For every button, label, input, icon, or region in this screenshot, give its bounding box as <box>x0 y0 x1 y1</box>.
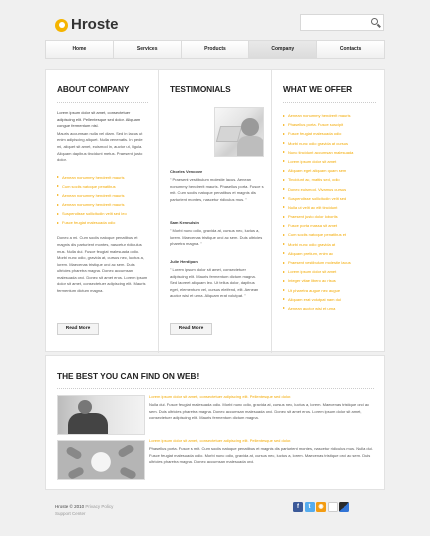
best-item-text: Phasellus porta. Fusce s mit. Cum sociis natoque penatibus et magnis dis parturient montes, nascetur ridiculus mus. Nulla dui. Fusce feugiat malesuada odio. Morbi nunc odio, gravida at, cursus nec, luctus a, lorem. Maecenas tristique orci ac sem. Duis ultricies pharetra magna. Donec accumsan malesuada orci. <box>149 446 373 465</box>
about-link[interactable]: Cum sociis natoque penatibus <box>57 182 149 191</box>
head-shape <box>78 400 92 414</box>
hand-shape <box>67 466 85 480</box>
nav-services[interactable]: Services <box>114 41 182 58</box>
testimonials-column <box>159 70 272 353</box>
hand-shape <box>119 466 137 480</box>
offer-link[interactable]: Aliquam pretium, enim ac <box>283 249 377 258</box>
offer-link[interactable]: Lorem ipsum dolor sit amet <box>283 157 377 166</box>
delicious-icon[interactable] <box>339 502 349 512</box>
best-item-text: Nulla dui. Fusce feugiat malesuada odio. Morbi nunc odio, gravida at, cursus nec, luctus a, lorem. Maecenas tristique orci ac sem. Duis ultricies pharetra magna. Donec accumsan malesuada orci. Donec sit amet eros. Lorem ipsum dolor sit amet, consectetuer adipiscing elit. Mauris fermentum dictum magna. <box>149 402 370 421</box>
search-icon[interactable] <box>371 18 378 25</box>
privacy-link[interactable]: Privacy Policy <box>85 504 114 509</box>
social-links <box>293 502 349 512</box>
about-paragraph: Donec a mi. Cum sociis natoque penatibus et magnis dis parturient montes, nascetur ridiculus mus. Nulla dui. Fusce feugiat malesuada odio. Morbi nunc odio, gravida at, cursus nec, luctus a, lorem. Maecenas tristique orci ac sem. Duis ultricies pharetra magna. Donec accumsan malesuada orci. Donec sit amet eros. Lorem ipsum dolor sit amet, consectetuer adipiscing elit. Mauris fermentum dictum magna. <box>57 235 148 294</box>
facebook-icon[interactable]: f <box>293 502 303 512</box>
offer-link[interactable]: Cum sociis natoque penatibus et <box>283 230 377 239</box>
testimonials-title: TESTIMONIALS <box>170 84 231 94</box>
testimonial-quote: " Lorem ipsum dolor sit amet, consectetuer adipiscing elit. Mauris fermentum dictum magna. Sed laoreet aliquam leo. Ut tellus dolor, dapibus eget, elementum vel, cursus eleifend, elit. Aenean auctor wisi et urna. Aliquam erat volutpat. " <box>170 267 259 299</box>
twitter-icon[interactable]: t <box>305 502 315 512</box>
offer-link[interactable]: Aenean auctor wisi et urna <box>283 304 377 313</box>
content-columns <box>45 69 385 352</box>
suit-shape <box>68 413 108 435</box>
offer-link[interactable]: Aliquam erat volutpat nam dui <box>283 295 377 304</box>
team-hands-photo <box>57 440 145 480</box>
offer-link[interactable]: Nulla ut velit ac elit tincidunt <box>283 203 377 212</box>
copyright: Hroste © 2010 <box>55 504 85 509</box>
nav-contacts[interactable]: Contacts <box>317 41 384 58</box>
businessman-photo <box>57 395 145 435</box>
about-link[interactable]: Fusce feugiat malesuada odio <box>57 218 149 227</box>
offer-column <box>272 70 386 353</box>
offer-link[interactable]: Morbi nunc odio gravida at cursus <box>283 139 377 148</box>
brand-name: Hroste <box>71 16 119 33</box>
best-title: THE BEST YOU CAN FIND ON WEB! <box>57 371 200 381</box>
offer-link[interactable]: Lorem ipsum dolor sit amet <box>283 267 377 276</box>
main-nav <box>45 40 385 59</box>
offer-link[interactable]: Integer vitae libero ac risus <box>283 276 377 285</box>
about-links <box>57 173 149 228</box>
about-link[interactable]: Suspendisse sollicitudin velit sed leo <box>57 209 149 218</box>
testimonial-quote: " Praesent vestibulum molestie lacus. Aenean nonummy hendrerit mauris. Phasellus porta. Fusce s mit. Cum sociis natoque penatibus et magnis dis parturient montes, nascetur ridiculus mus. " <box>170 177 264 202</box>
offer-link[interactable]: Nunc tincidunt accumsan malesuada <box>283 148 377 157</box>
offer-link[interactable]: Suspendisse sollicitudin velit sed <box>283 194 377 203</box>
best-section <box>45 355 385 490</box>
testimonials-read-more-button[interactable]: Read More <box>170 323 212 335</box>
support-link[interactable]: Support Center <box>55 511 86 516</box>
nav-products[interactable]: Products <box>182 41 250 58</box>
rss-icon[interactable]: ◉ <box>316 502 326 512</box>
offer-title: WHAT WE OFFER <box>283 84 353 94</box>
offer-link[interactable]: Fusce porta massa sit amet <box>283 221 377 230</box>
about-read-more-button[interactable]: Read More <box>57 323 99 335</box>
offer-link[interactable]: Aliquam eget aliquam quam sem <box>283 166 377 175</box>
logo[interactable] <box>55 16 119 34</box>
testimonial-name: Julie Herdipon <box>170 259 198 264</box>
footer <box>55 503 113 517</box>
hand-shape <box>117 444 135 459</box>
person-body-shape <box>237 136 264 157</box>
offer-link[interactable]: Tincidunt ac, mattis sed, odio <box>283 175 377 184</box>
about-link[interactable]: Aenean nonummy hendrerit mauris <box>57 191 149 200</box>
about-title: ABOUT COMPANY <box>57 84 130 94</box>
offer-links <box>283 111 377 313</box>
offer-link[interactable]: Aenean nonummy hendrerit mauris <box>283 111 377 120</box>
testimonial-name: Sam Kennulsin <box>170 220 199 225</box>
offer-link[interactable]: Morbi nunc odio gravida at <box>283 240 377 249</box>
about-link[interactable]: Aenean nonummy hendrerit mauris <box>57 200 149 209</box>
about-intro-bold: Lorem ipsum dolor sit amet, consectetuer adipiscing elit. Pellentesque sed dolor. Aliquam congue fermentum nisl. <box>57 110 141 129</box>
logo-icon <box>55 19 68 32</box>
testimonial-quote: " Morbi nunc odio, gravida at, cursus nec, luctus a, lorem. Maecenas tristique orci ac sem. Duis ultricies pharetra magna. " <box>170 228 263 247</box>
offer-link[interactable]: Praesent justo dolor lobortis <box>283 212 377 221</box>
digg-icon[interactable] <box>328 502 338 512</box>
divider <box>57 388 374 389</box>
offer-link[interactable]: Ut pharetra augue nec augue <box>283 286 377 295</box>
testimonial-name: Chorles Vencove <box>170 169 203 174</box>
nav-company[interactable]: Company <box>249 41 317 58</box>
offer-link[interactable]: Phasellus porta. Fusce suscipit <box>283 120 377 129</box>
nav-home[interactable]: Home <box>46 41 114 58</box>
offer-link[interactable]: Praesent vestibulum molestie lacus <box>283 258 377 267</box>
best-item-heading[interactable]: Lorem ipsum dolor sit amet, consectetuer adipiscing elit. Pellentesque sed dolor. <box>149 438 292 443</box>
divider <box>57 102 148 103</box>
divider <box>283 102 376 103</box>
search-input[interactable] <box>300 14 384 31</box>
best-item-heading[interactable]: Lorem ipsum dolor sit amet, consectetuer adipiscing elit. Pellentesque sed dolor. <box>149 394 292 399</box>
testimonial-photo <box>214 107 264 157</box>
about-intro: Mauris accumsan nulla vel diam. Sed in lacus ut enim adipiscing aliquet. Nulla venenatis. In pede mi, aliquet sit amet, euismod in, auctor ut, ligula. Aliquam dapibus tincidunt metus. Praesent justo dolor. <box>57 130 143 163</box>
offer-link[interactable]: Fusce feugiat malesuada odio <box>283 129 377 138</box>
about-link[interactable]: Aenean nonummy hendrerit mauris <box>57 173 149 182</box>
person-head-shape <box>241 118 259 136</box>
offer-link[interactable]: Donec euismod. Vivamus cursus <box>283 185 377 194</box>
about-column <box>46 70 159 353</box>
hand-shape <box>65 446 83 461</box>
